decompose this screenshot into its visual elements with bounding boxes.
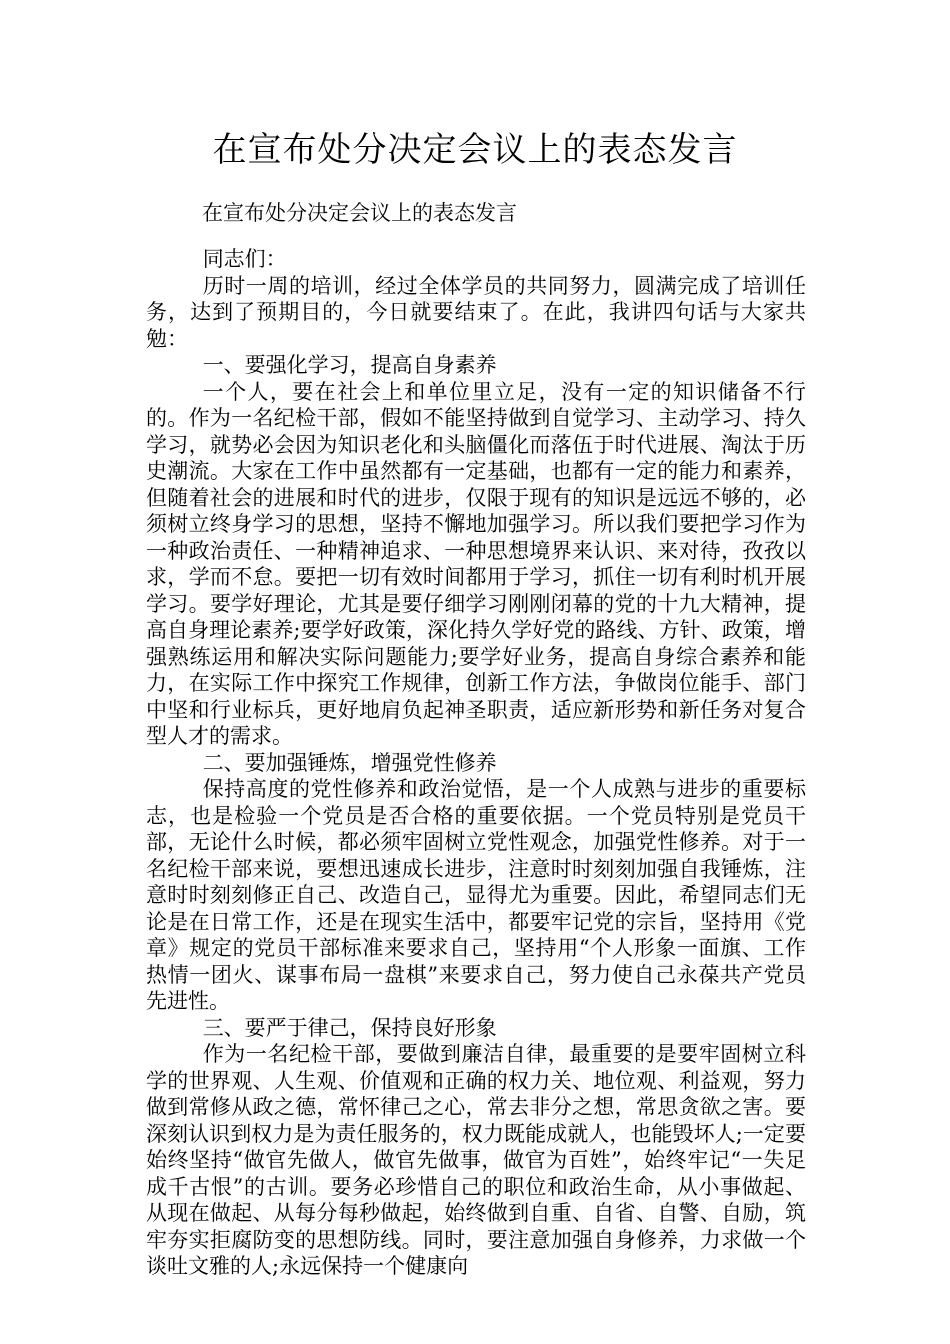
paragraph-section-2: 保持高度的党性修养和政治觉悟，是一个人成熟与进步的重要标志，也是检验一个党员是否合格的重要依据。一个党员特别是党员干部，无论什么时候，都必须牢固树立党性观念，加强党性修养。对于一名纪检干部来说，要想迅速成长进步，注意时时刻刻加强自我锤炼，注意时时刻刻修正自己、改造自己，显得尤为重要。因此，希望同志们无论是在日常工作，还是在现实生活中，都要牢记党的宗旨，坚持用《党章》规定的党员干部标准来要求自己，坚持用“个人形象一面旗、工作热情一团火、谋事布局一盘棋”来要求自己，努力使自己永葆共产党员先进性。	[146, 777, 806, 1013]
document-subtitle: 在宣布处分决定会议上的表态发言	[202, 201, 517, 225]
paragraph-intro: 历时一周的培训，经过全体学员的共同努力，圆满完成了培训任务，达到了预期目的，今日就要结束了。在此，我讲四句话与大家共勉：	[146, 273, 806, 351]
section-heading-1: 一、要强化学习，提高自身素养	[202, 353, 497, 377]
section-heading-3: 三、要严于律己，保持良好形象	[202, 1015, 497, 1040]
section-heading-2: 二、要加强锤炼，增强党性修养	[202, 750, 497, 775]
document-title: 在宣布处分决定会议上的表态发言	[212, 130, 738, 170]
document-body	[146, 246, 806, 1280]
paragraph-section-3: 作为一名纪检干部，要做到廉洁自律，最重要的是要牢固树立科学的世界观、人生观、价值观和正确的权力关、地位观、利益观，努力做到常修从政之德，常怀律己之心，常去非分之想，常思贪欲之害。要深刻认识到权力是为责任服务的，权力既能成就人，也能毁坏人;一定要始终坚持“做官先做人，做官先做事，做官为百姓”，始终牢记“一失足成千古恨”的古训。要务必珍惜自己的职位和政治生命，从小事做起、从现在做起、从每分每秒做起，始终做到自重、自省、自警、自励，筑牢夯实拒腐防变的思想防线。同时，要注意加强自身修养，力求做一个谈吐文雅的人;永远保持一个健康向	[146, 1042, 806, 1278]
paragraph-section-1: 一个人，要在社会上和单位里立足，没有一定的知识储备不行的。作为一名纪检干部，假如不能坚持做到自觉学习、主动学习、持久学习，就势必会因为知识老化和头脑僵化而落伍于时代进展、淘汰于历史潮流。大家在工作中虽然都有一定基础，也都有一定的能力和素养，但随着社会的进展和时代的进步，仅限于现有的知识是远远不够的，必须树立终身学习的思想，坚持不懈地加强学习。所以我们要把学习作为一种政治责任、一种精神追求、一种思想境界来认识、来对待，孜孜以求，学而不怠。要把一切有效时间都用于学习，抓住一切有利时机开展学习。要学好理论，尤其是要仔细学习刚刚闭幕的党的十九大精神，提高自身理论素养;要学好政策，深化持久学好党的路线、方针、政策，增强熟练运用和解决实际问题能力;要学好业务，提高自身综合素养和能力，在实际工作中探究工作规律，创新工作方法，争做岗位能手、部门中坚和行业标兵，更好地肩负起神圣职责，适应新形势和新任务对复合型人才的需求。	[146, 379, 806, 748]
salutation: 同志们：	[202, 247, 287, 271]
